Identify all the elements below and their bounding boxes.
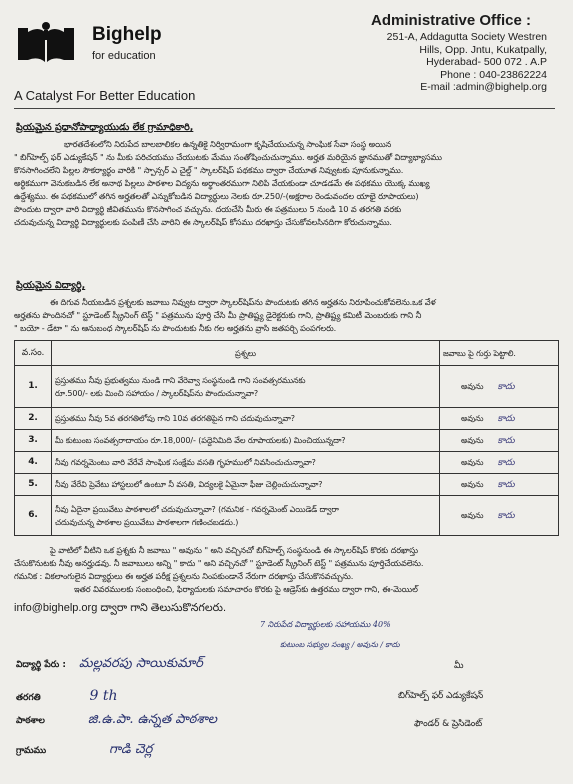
question-number: 1. xyxy=(15,366,52,408)
question-line: నీవు ఏదైనా ప్రయివేటు పాఠశాలలో చదువుచున్నావా? (గమనిక - గవర్నమెంట్ ఎయిడెడ్ ద్వారా xyxy=(55,504,339,514)
answer-cell[interactable] xyxy=(440,496,559,536)
paragraph-line: ఇతర వివరములకు సంబంధించి, ఫిర్యాదులకు సమాచారం కొరకు పై ఆడ్రెస్‌కు ఉత్తరము ద్వారా గాని, ఈ-మెయిల్ xyxy=(74,584,418,594)
table-row xyxy=(15,408,559,430)
greeting-headmaster: ప్రియమైన ప్రధానోపాధ్యాయుడు లేక గ్రామాధికారి, xyxy=(16,122,194,133)
answer-yes: అవును xyxy=(461,510,484,520)
field-label: గ్రామము xyxy=(16,746,47,756)
question-text xyxy=(52,366,440,408)
eligibility-questions-table xyxy=(14,340,559,536)
paragraph-line: అర్థికముగా వెనుకబడిన లేక అనాథ పిల్లలు పాఠశాల విద్యను అర్థాంతరముగా నిలిపి వేయకుండా చూడడమే ఈ పథకము యొక్క ముఖ్య xyxy=(14,178,430,188)
answer-yes: అవును xyxy=(461,435,484,445)
question-number: 6. xyxy=(15,496,52,536)
instructions-paragraph xyxy=(14,544,556,596)
paragraph-line: ఈ దిగువ నీయబడిన ప్రశ్నలకు జవాబు నివ్వుట ద్వారా స్కాలర్‌షిప్‌ను పొందుటకు తగిన అర్హతను నిరూపించుకోవలెను.ఒక వేళ xyxy=(50,297,436,307)
closing-word: మీ xyxy=(454,661,464,671)
header-divider xyxy=(14,108,555,109)
intro-paragraph xyxy=(14,138,556,229)
student-name-value[interactable]: మల్లవరపు సాయికుమార్ xyxy=(78,656,203,671)
paragraph-line: గమనిక : వికలాంగులైన విద్యార్థులు ఈ అర్హత పరీక్ష ప్రశ్నలను నింపకుండానే నేరుగా దరఖాస్తు చేసుకొనవచ్చును. xyxy=(14,571,354,581)
question-line: చదువుచున్న పాఠశాల ప్రయివేటు పాఠశాలగా గణించబడదు.) xyxy=(55,517,239,527)
question-text: నీవు గవర్నమెంటు వారి వేరేవే సాంఘిక సంక్షేమ వసతి గృహములో నివసించుచున్నావా? xyxy=(52,452,440,474)
address-line: Hyderabad- 500 072 . A.P xyxy=(426,56,547,68)
column-header-number: వ.సం. xyxy=(15,341,52,366)
signature-org: బిగ్‌హెల్ప్ ఫర్ ఎడ్యుకేషన్ xyxy=(398,691,484,701)
paragraph-line: చదువుచున్న విద్యార్థి విద్యార్థులకు పంపిణీ చేసి వారిని ఈ స్కాలర్‌షిప్ కోసము దరఖాస్తు చేసుకోవలసినదిగా కోరుచున్నాము. xyxy=(14,217,392,227)
question-number: 3. xyxy=(15,430,52,452)
question-text: మీ కుటుంబ సంవత్సరాదాయం రూ.18,000/- (పద్దెనిమిది వేల రూపాయలకు) మించియున్నదా? xyxy=(52,430,440,452)
paragraph-line: పై వాటిలో వీటిని ఒక ప్రశ్నకు నీ జవాబు " అవును " అని వచ్చినచో బిగ్‌హెల్ప్ సంస్థనుండి ఈ స్కాలర్‌షిప్ కొరకు దరఖాస్తు xyxy=(50,545,418,555)
table-row xyxy=(15,496,559,536)
office-address-block xyxy=(317,12,547,94)
question-text xyxy=(52,496,440,536)
village-value[interactable]: గాడి చెర్ల xyxy=(109,742,153,757)
brand-name: Bighelp xyxy=(92,24,162,45)
field-label: విద్యార్థి పేరు : xyxy=(16,660,66,670)
answer-cell[interactable] xyxy=(440,474,559,496)
brand-subtitle: for education xyxy=(92,50,156,62)
question-number: 4. xyxy=(15,452,52,474)
question-number: 5. xyxy=(15,474,52,496)
table-header-row xyxy=(15,341,559,366)
village-field xyxy=(16,742,152,760)
answer-no-marked: కాదు xyxy=(497,381,515,392)
answer-yes: అవును xyxy=(461,457,484,467)
question-text: ప్రస్తుతము నీవు 5వ తరగతిలోపు గాని 10వ తరగతిపైన గాని చదువుచున్నావా? xyxy=(52,408,440,430)
question-line: ప్రస్తుతము నీవు ప్రభుత్వము నుండి గాని వేరెవ్వా సంస్థనుండి గాని సంవత్సరమునకు xyxy=(55,375,306,385)
paragraph-line: ఉద్దేశ్యము. ఈ పథకములో తగిన అర్హతలతో ఎన్నుకోబడిన విద్యార్థులు నెలకు రూ.250/-(అక్షరాల రెండువందల యాభై రూపాయలు) xyxy=(14,191,419,201)
table-row xyxy=(15,430,559,452)
eligibility-paragraph xyxy=(14,296,556,335)
column-header-answer: జవాబు పై గుర్తు పెట్టాలి. xyxy=(440,341,559,366)
table-row xyxy=(15,474,559,496)
tagline: A Catalyst For Better Education xyxy=(14,88,196,103)
office-title: Administrative Office : xyxy=(371,12,532,29)
answer-yes: అవును xyxy=(461,413,484,423)
answer-cell[interactable] xyxy=(440,452,559,474)
answer-cell[interactable] xyxy=(440,408,559,430)
student-name-field xyxy=(16,656,203,674)
address-line: 251-A, Addagutta Society Westren xyxy=(386,31,547,43)
class-value[interactable]: 9 th xyxy=(89,688,118,704)
answer-yes: అవును xyxy=(461,381,484,391)
answer-cell[interactable] xyxy=(440,366,559,408)
contact-line xyxy=(14,596,556,617)
answer-cell[interactable] xyxy=(440,430,559,452)
paragraph-line: చేసుకొనుటకు నీవు అనర్హుడవు. నీ జవాబులు అన్ని " కాదు " అని వచ్చినచో " స్టూడెంట్ స్క్రీనింగ్ టెస్ట్ " పత్రమును పూర్తిచేయవలెను. xyxy=(14,558,424,568)
field-label: తరగతి xyxy=(16,693,41,703)
table-row xyxy=(15,452,559,474)
answer-no-marked: కాదు xyxy=(497,510,515,521)
answer-no-marked: కాదు xyxy=(497,479,515,490)
school-value[interactable]: జి.ఉ.పా. ఉన్నత పాఠశాల xyxy=(87,712,218,727)
question-text: నీవు వేరేవి ప్రెవేటు హాస్టలులో ఉంటూ నీ వసతి, విద్యలకై ఏమైనా ఫీజు చెల్లించుచున్నావా? xyxy=(52,474,440,496)
contact-email-text: info@bighelp.org ద్వారా గాని తెలుసుకొనగలరు. xyxy=(14,602,227,614)
bighelp-logo-icon xyxy=(14,20,78,70)
answer-no-marked: కాదు xyxy=(497,435,515,446)
answer-no-marked: కాదు xyxy=(497,457,515,468)
paragraph-line: పొందుట ద్వారా వారి విద్యార్థి జీవితమును కొనసాగించ వచ్చును. దయచేసి మీరు ఈ పత్రములు 5 నుండి 10 వ తరగతి వరకు xyxy=(14,204,402,214)
paragraph-line: భారతదేశంలోని నిరుపేద బాలబాలికల ఉన్నతికై నిర్విరామంగా కృషిచేయుచున్న సాంఘిక సేవా సంస్థ అయిన xyxy=(64,139,392,149)
address-line: Hills, Opp. Jntu, Kukatpally, xyxy=(419,43,547,56)
paragraph-line: కొనసాగించలేని పిల్లల సౌకర్యార్థం వారికి " స్పాన్సర్ ఎ చైల్డ్ " స్కాలర్‌షిప్ పథకము ద్వారా చేయూత నివ్వుటకు పూనుకున్నాము. xyxy=(14,165,404,175)
column-header-questions: ప్రశ్నలు xyxy=(52,341,440,366)
class-field xyxy=(16,688,118,705)
greeting-student: ప్రియమైన విద్యార్థి, xyxy=(16,280,86,291)
answer-no-marked: కాదు xyxy=(497,413,515,424)
paragraph-line: అర్హతను పొందినచో " స్టూడెంట్ స్క్రీనింగ్ టెస్ట్ " పత్రమును పూర్తి చేసి మీ ప్రాతిష్ట్య డైరెక్టరుకు గాని, ప్రాతిష్ట్య కమిటీ మెంబరుకు గాని నీ xyxy=(14,310,422,320)
phone-line: Phone : 040-23862224 xyxy=(440,68,547,81)
paragraph-line: " బిగ్‌హెల్ప్ ఫర్ ఎడ్యుకేషన్ " ను మీకు పరిచయము చేయుటకు మేము సంతోషించుచున్నాము. అర్హత మరియైన జ్ఞానముతో విద్యాభ్యాసము xyxy=(14,152,442,162)
paragraph-line: " బయో - డేటా " ను ఆనుబంధ స్కాలర్‌షిప్ ను పొందుటకు నీకు గల అర్హతను వ్రాసి జతపర్చి పంపగలరు. xyxy=(14,323,337,333)
question-line: రూ.500/- లకు మించి సహాయం / స్కాలర్‌షిప్‌ను పొందుచున్నావా? xyxy=(55,388,258,398)
field-label: పాఠశాల xyxy=(16,716,45,726)
handwritten-note: కుటుంబ సభ్యుల సంఖ్య / అవును / కాదు xyxy=(280,640,400,649)
question-number: 2. xyxy=(15,408,52,430)
table-row xyxy=(15,366,559,408)
email-line: E-mail :admin@bighelp.org xyxy=(420,81,547,93)
answer-yes: అవును xyxy=(461,479,484,489)
handwritten-note: 7 నిరుపేద విద్యార్థులకు సహాయము 40% xyxy=(260,620,391,629)
school-field xyxy=(16,712,217,730)
signature-role: ఫౌండర్ & ప్రెసిడెంట్ xyxy=(414,719,483,729)
